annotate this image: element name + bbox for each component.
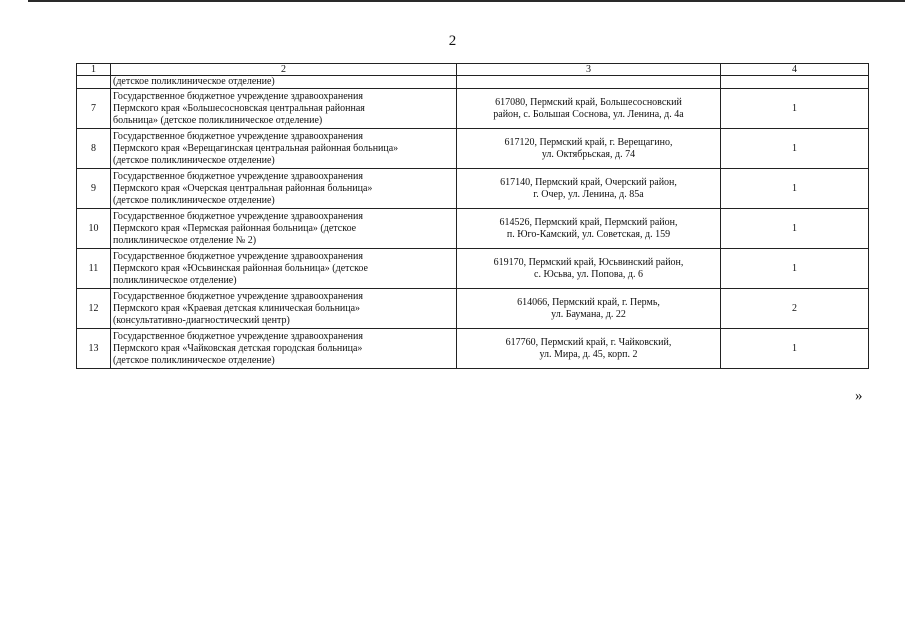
address-line: ул. Октябрьская, д. 74 — [541, 148, 636, 160]
address-cell — [457, 89, 721, 129]
quantity-cell: 1 — [721, 89, 869, 129]
address-line: с. Юсьва, ул. Попова, д. 6 — [534, 268, 643, 280]
continuation-qty-cell — [721, 76, 869, 89]
quantity-cell: 2 — [721, 289, 869, 329]
column-header-1: 1 — [77, 64, 111, 76]
institution-name-cell — [111, 249, 457, 289]
address-line: 614526, Пермский край, Пермский район, — [499, 216, 678, 228]
address-cell — [457, 289, 721, 329]
address-line: район, с. Большая Соснова, ул. Ленина, д. 4а — [493, 108, 684, 120]
address-cell — [457, 129, 721, 169]
institution-name-cell — [111, 129, 457, 169]
address-line: г. Очер, ул. Ленина, д. 85а — [533, 188, 644, 200]
continuation-row — [77, 76, 869, 89]
address-line: ул. Баумана, д. 22 — [551, 308, 626, 320]
address-cell — [457, 249, 721, 289]
institution-name-line: Государственное бюджетное учреждение здравоохранения — [113, 250, 363, 262]
quantity-cell: 1 — [721, 249, 869, 289]
closing-quote-mark: » — [855, 388, 863, 404]
table-row — [77, 289, 869, 329]
address-cell — [457, 209, 721, 249]
institution-name-line: Пермского края «Чайковская детская городская больница» — [113, 342, 363, 354]
top-border-line — [28, 0, 905, 2]
column-number-row — [77, 64, 869, 76]
row-number: 12 — [77, 289, 111, 329]
institution-name-line: больница» (детское поликлиническое отделение) — [113, 114, 323, 126]
table-row — [77, 129, 869, 169]
column-header-4: 4 — [721, 64, 869, 76]
address-line: 617760, Пермский край, г. Чайковский, — [505, 336, 672, 348]
institution-name-line: Пермского края «Большесосновская центральная районная — [113, 102, 365, 114]
continuation-text: (детское поликлиническое отделение) — [111, 76, 457, 89]
address-line: ул. Мира, д. 45, корп. 2 — [539, 348, 638, 360]
table-row — [77, 209, 869, 249]
row-number: 8 — [77, 129, 111, 169]
table-row — [77, 169, 869, 209]
institution-name-cell — [111, 329, 457, 369]
address-cell — [457, 329, 721, 369]
institution-name-line: Пермского края «Краевая детская клиническая больница» — [113, 302, 361, 314]
quantity-cell: 1 — [721, 209, 869, 249]
continuation-address-cell — [457, 76, 721, 89]
continuation-num-cell — [77, 76, 111, 89]
institution-name-line: Государственное бюджетное учреждение здравоохранения — [113, 130, 363, 142]
institution-name-cell — [111, 89, 457, 129]
column-header-2: 2 — [111, 64, 457, 76]
table-row — [77, 249, 869, 289]
quantity-cell: 1 — [721, 129, 869, 169]
address-line: 617120, Пермский край, г. Верещагино, — [504, 136, 673, 148]
institution-name-line: (консультативно-диагностический центр) — [113, 314, 290, 326]
institution-name-line: (детское поликлиническое отделение) — [113, 354, 275, 366]
row-number: 9 — [77, 169, 111, 209]
institution-name-cell — [111, 289, 457, 329]
row-number: 13 — [77, 329, 111, 369]
institutions-table — [76, 63, 869, 369]
row-number: 11 — [77, 249, 111, 289]
institution-name-line: Государственное бюджетное учреждение здравоохранения — [113, 210, 363, 222]
row-number: 7 — [77, 89, 111, 129]
table-row — [77, 329, 869, 369]
address-line: 614066, Пермский край, г. Пермь, — [517, 296, 660, 308]
address-line: 617140, Пермский край, Очерский район, — [500, 176, 677, 188]
address-line: п. Юго-Камский, ул. Советская, д. 159 — [506, 228, 671, 240]
table-row — [77, 89, 869, 129]
institution-name-line: Государственное бюджетное учреждение здравоохранения — [113, 170, 363, 182]
row-number: 10 — [77, 209, 111, 249]
quantity-cell: 1 — [721, 329, 869, 369]
page-number: 2 — [448, 33, 457, 49]
institution-name-line: (детское поликлиническое отделение) — [113, 154, 275, 166]
institution-name-line: Пермского края «Пермская районная больница» (детское — [113, 222, 357, 234]
address-line: 619170, Пермский край, Юсьвинский район, — [493, 256, 684, 268]
address-cell — [457, 169, 721, 209]
institution-name-line: Пермского края «Очерская центральная районная больница» — [113, 182, 373, 194]
institution-name-line: Государственное бюджетное учреждение здравоохранения — [113, 290, 363, 302]
institution-name-line: Государственное бюджетное учреждение здравоохранения — [113, 90, 363, 102]
institution-name-line: (детское поликлиническое отделение) — [113, 194, 275, 206]
institution-name-cell — [111, 209, 457, 249]
institution-name-line: Государственное бюджетное учреждение здравоохранения — [113, 330, 363, 342]
institution-name-line: поликлиническое отделение) — [113, 274, 237, 286]
address-line: 617080, Пермский край, Большесосновский — [495, 96, 682, 108]
institution-name-line: Пермского края «Юсьвинская районная больница» (детское — [113, 262, 368, 274]
quantity-cell: 1 — [721, 169, 869, 209]
institution-name-cell — [111, 169, 457, 209]
institution-name-line: поликлиническое отделение № 2) — [113, 234, 257, 246]
column-header-3: 3 — [457, 64, 721, 76]
institution-name-line: Пермского края «Верещагинская центральная районная больница» — [113, 142, 399, 154]
